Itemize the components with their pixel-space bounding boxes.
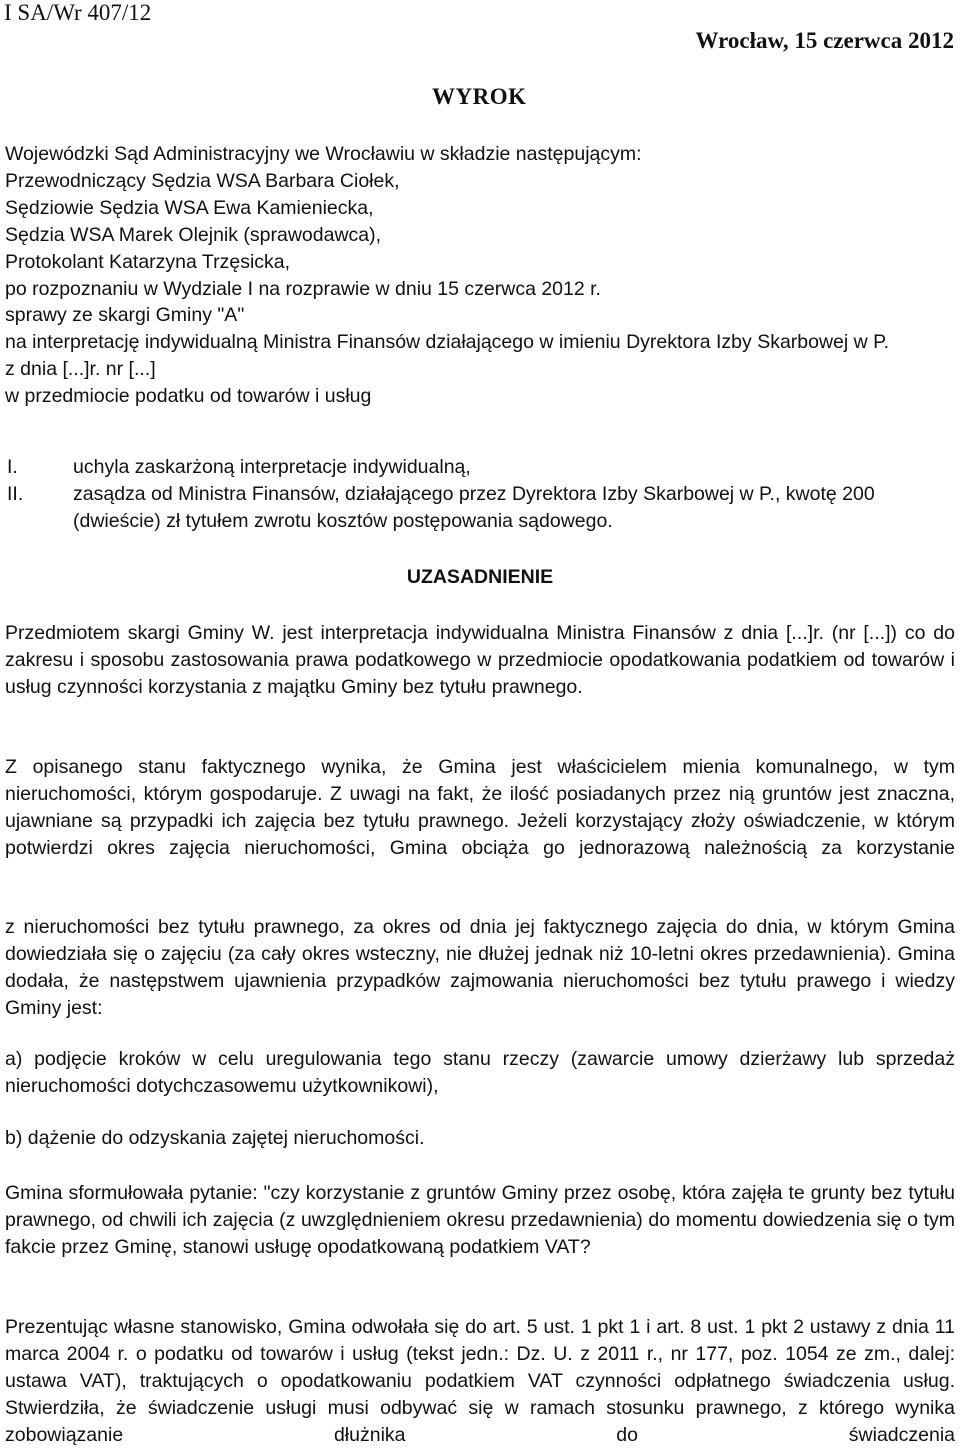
justification-paragraph — [5, 1314, 955, 1449]
interpretation-line: na interpretację indywidualną Ministra Finansów działającego w imieniu Dyrektora Izby Skarbowej w P. — [5, 331, 890, 354]
paragraph-text: Gmina sformułowała pytanie: "czy korzystanie z gruntów Gminy przez osobę, która zajęła te grunty bez tytułu prawnego, od chwili ich zajęcia (z uwzględnieniem okresu przedawnienia) do momentu dowiedzenia się o tym fakcie przez Gminę, stanowi usługę opodatkowaną podatkiem VAT? — [5, 1182, 955, 1258]
paragraph-text: z nieruchomości bez tytułu prawnego, za okres od dnia jej faktycznego zajęcia do dnia, w którym Gmina dowiedziała się o zajęciu (za cały okres wsteczny, nie dłużej jednak niż 10-letni okres przedawnienia). Gmina dodała, że następstwem ujawnienia przypadków zajmowania nieruchomości bez tytułu prawego i wiedzy Gminy jest: — [5, 916, 955, 1019]
justification-title: UZASADNIENIE — [406, 566, 554, 588]
ruling-text: zasądza od Ministra Finansów, działającego przez Dyrektora Izby Skarbowej w P., kwotę 200 (dwieście) zł tytułem zwrotu kosztów postępowania sądowego. — [73, 482, 875, 532]
ruling-item — [5, 481, 955, 535]
subject-line: w przedmiocie podatku od towarów i usług — [5, 385, 372, 408]
case-number: I SA/Wr 407/12 — [4, 0, 152, 25]
paragraph-text: Prezentując własne stanowisko, Gmina odwołała się do art. 5 ust. 1 pkt 1 i art. 8 ust. 1 pkt 2 ustawy z dnia 11 marca 2004 r. o podatku od towarów i usług (tekst jedn.: Dz. U. z 2011 r., nr 177, poz. 1054 ze zm., dalej: ustawa VAT), traktujących o opodatkowaniu podatkiem VAT czynności odpłatnego świadczenia usług. Stwierdziła, że świadczenie usługi musi odbywać się w ramach stosunku prawnego, z którego wynika zobowiązanie dłużnika do świadczenia — [5, 1316, 955, 1446]
court-composition — [5, 141, 955, 410]
justification-paragraph — [5, 754, 955, 862]
justification-paragraph — [5, 1046, 955, 1100]
justification-paragraph — [5, 620, 955, 701]
verdict-title: WYROK — [432, 84, 527, 109]
justification-paragraph — [5, 1180, 955, 1261]
intro-line: Protokolant Katarzyna Trzęsicka, — [5, 250, 291, 273]
decision-date-line: z dnia [...]r. nr [...] — [5, 358, 156, 381]
paragraph-text: b) dążenie do odzyskania zajętej nieruchomości. — [5, 1127, 425, 1149]
place-and-date: Wrocław, 15 czerwca 2012 — [695, 28, 954, 53]
intro-line: Wojewódzki Sąd Administracyjny we Wrocławiu w składzie następującym: — [5, 143, 642, 165]
paragraph-text: Z opisanego stanu faktycznego wynika, że Gmina jest właścicielem mienia komunalnego, w tym nieruchomości, którym gospodaruje. Z uwagi na fakt, że ilość posiadanych przez nią gruntów jest znaczna, ujawniane są przypadki ich zajęcia bez tytułu prawnego. Jeżeli korzystający złoży oświadczenie, w którym potwierdzi okres zajęcia nieruchomości, Gmina obciąża go jednorazową należnością za korzystanie — [5, 756, 955, 859]
ruling-number: I. — [7, 456, 18, 478]
ruling-text: uchyla zaskarżoną interpretacje indywidualną, — [73, 456, 471, 478]
ruling-item — [5, 454, 955, 481]
justification-paragraph — [5, 1125, 955, 1152]
intro-line: Przewodniczący Sędzia WSA Barbara Ciołek, — [5, 169, 400, 192]
justification-paragraph — [5, 914, 955, 1022]
intro-line: po rozpoznaniu w Wydziale I na rozprawie w dniu 15 czerwca 2012 r. — [5, 277, 601, 300]
paragraph-text: a) podjęcie kroków w celu uregulowania tego stanu rzeczy (zawarcie umowy dzierżawy lub sprzedaż nieruchomości dotychczasowemu użytkownikowi), — [5, 1048, 955, 1097]
intro-line: Sędziowie Sędzia WSA Ewa Kamieniecka, — [5, 196, 374, 219]
intro-line: Sędzia WSA Marek Olejnik (sprawodawca), — [5, 223, 382, 246]
intro-line: sprawy ze skargi Gminy "A" — [5, 304, 245, 327]
paragraph-text: Przedmiotem skargi Gminy W. jest interpretacja indywidualna Ministra Finansów z dnia [...]r. (nr [...]) co do zakresu i sposobu zastosowania prawa podatkowego w przedmiocie opodatkowania podatkiem od towarów i usług czynności korzystania z majątku Gminy bez tytułu prawnego. — [5, 622, 955, 698]
ruling-number: II. — [7, 482, 24, 505]
rulings-list — [5, 454, 955, 535]
